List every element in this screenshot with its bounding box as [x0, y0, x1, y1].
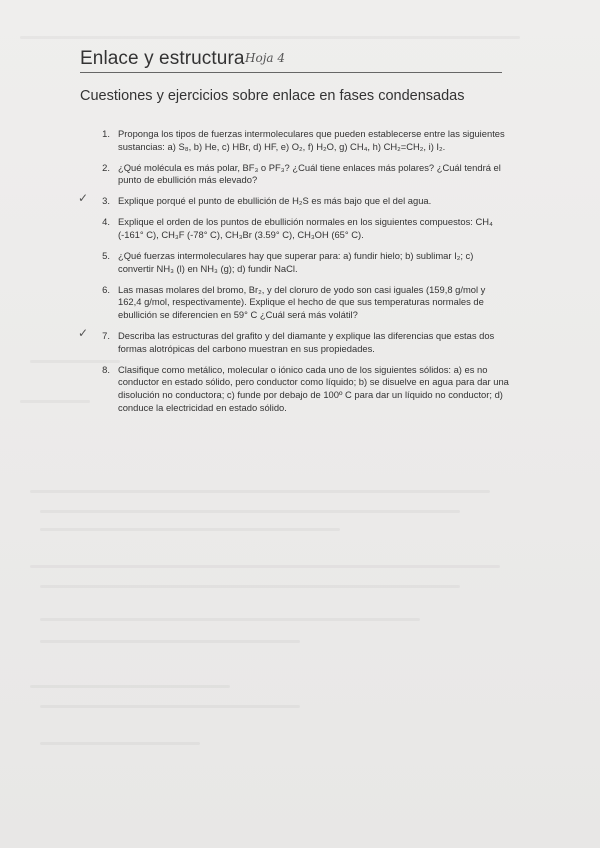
- question-list: [80, 128, 510, 423]
- page-title: Enlace y estructura: [80, 48, 245, 69]
- question-text: Describa las estructuras del grafito y del diamante y explique las diferencias que estas dos formas alotrópicas del carbono muestran en sus propiedades.: [118, 330, 495, 354]
- bleed-through-line: [40, 585, 460, 588]
- question-item: [80, 128, 510, 153]
- question-item: [78, 326, 510, 355]
- bleed-through-line: [40, 510, 460, 513]
- bleed-through-line: [40, 705, 300, 708]
- bleed-through-line: [40, 742, 200, 745]
- title-row: [80, 48, 500, 74]
- question-item: [80, 284, 510, 322]
- question-text: Explique el orden de los puntos de ebullición normales en los siguientes compuestos: CH₄ (-161° C), CH₃F (-78° C), CH₃Br (3.59° C), CH₃OH (65° C).: [118, 216, 493, 241]
- bleed-through-line: [30, 685, 230, 688]
- question-number: 8.: [102, 363, 110, 375]
- question-text: Las masas molares del bromo, Br₂, y del cloruro de yodo son casi iguales (159,8 g/mol y 162,4 g/mol, respectivamente). Explique el hecho de que sus temperaturas normales de ebullición se diferencien en 59° C ¿Cuál será más volátil?: [118, 283, 486, 321]
- bleed-through-line: [30, 490, 490, 493]
- question-text: ¿Qué molécula es más polar, BF₃ o PF₃? ¿Cuál tiene enlaces más polares? ¿Cuál tendrá el punto de ebullición más elevado?: [118, 161, 501, 186]
- bleed-through-line: [40, 618, 420, 621]
- question-text: Proponga los tipos de fuerzas intermoleculares que pueden establecerse entre las siguientes sustancias: a) S₈, b) He, c) HBr, d) HF, e) O₂, f) H₂O, g) CH₄, h) CH₂=CH₂, i) I₂.: [118, 128, 505, 152]
- bleed-through-line: [40, 640, 300, 643]
- question-item: [80, 216, 510, 241]
- question-number: 5.: [102, 250, 110, 262]
- bleed-through-line: [40, 528, 340, 531]
- question-text: Explique porqué el punto de ebullición de H₂S es más bajo que el del agua.: [118, 195, 432, 207]
- question-text: ¿Qué fuerzas intermoleculares hay que superar para: a) fundir hielo; b) sublimar I₂; c) convertir NH₃ (l) en NH₃ (g); d) fundir NaCl.: [118, 250, 474, 274]
- question-item: [80, 162, 510, 187]
- question-number: 2.: [102, 161, 110, 173]
- check-mark-icon: ✓: [78, 326, 89, 341]
- question-number: 6.: [102, 283, 110, 295]
- bleed-through-line: [30, 565, 500, 568]
- check-mark-icon: ✓: [78, 191, 89, 206]
- question-number: 7.: [102, 330, 110, 342]
- handwritten-note: Hoja 4: [245, 51, 286, 65]
- question-text: Clasifique como metálico, molecular o iónico cada uno de los siguientes sólidos: a) es no conductor en estado sólido, pero conductor como líquido; b) se disuelve en agua para dar una disolución no conductora; c) funde por debajo de 100º C para dar un líquido no conductor; d) conduce la electricidad en estado sólido.: [118, 363, 509, 413]
- question-number: 1.: [102, 128, 110, 139]
- question-item: [78, 191, 510, 208]
- question-item: [80, 364, 510, 414]
- question-number: 3.: [102, 195, 110, 207]
- section-subtitle: Cuestiones y ejercicios sobre enlace en fases condensadas: [80, 88, 465, 104]
- question-number: 4.: [102, 216, 110, 228]
- title-underline: [80, 72, 502, 73]
- bleed-through-line: [20, 36, 520, 39]
- question-item: [80, 250, 510, 275]
